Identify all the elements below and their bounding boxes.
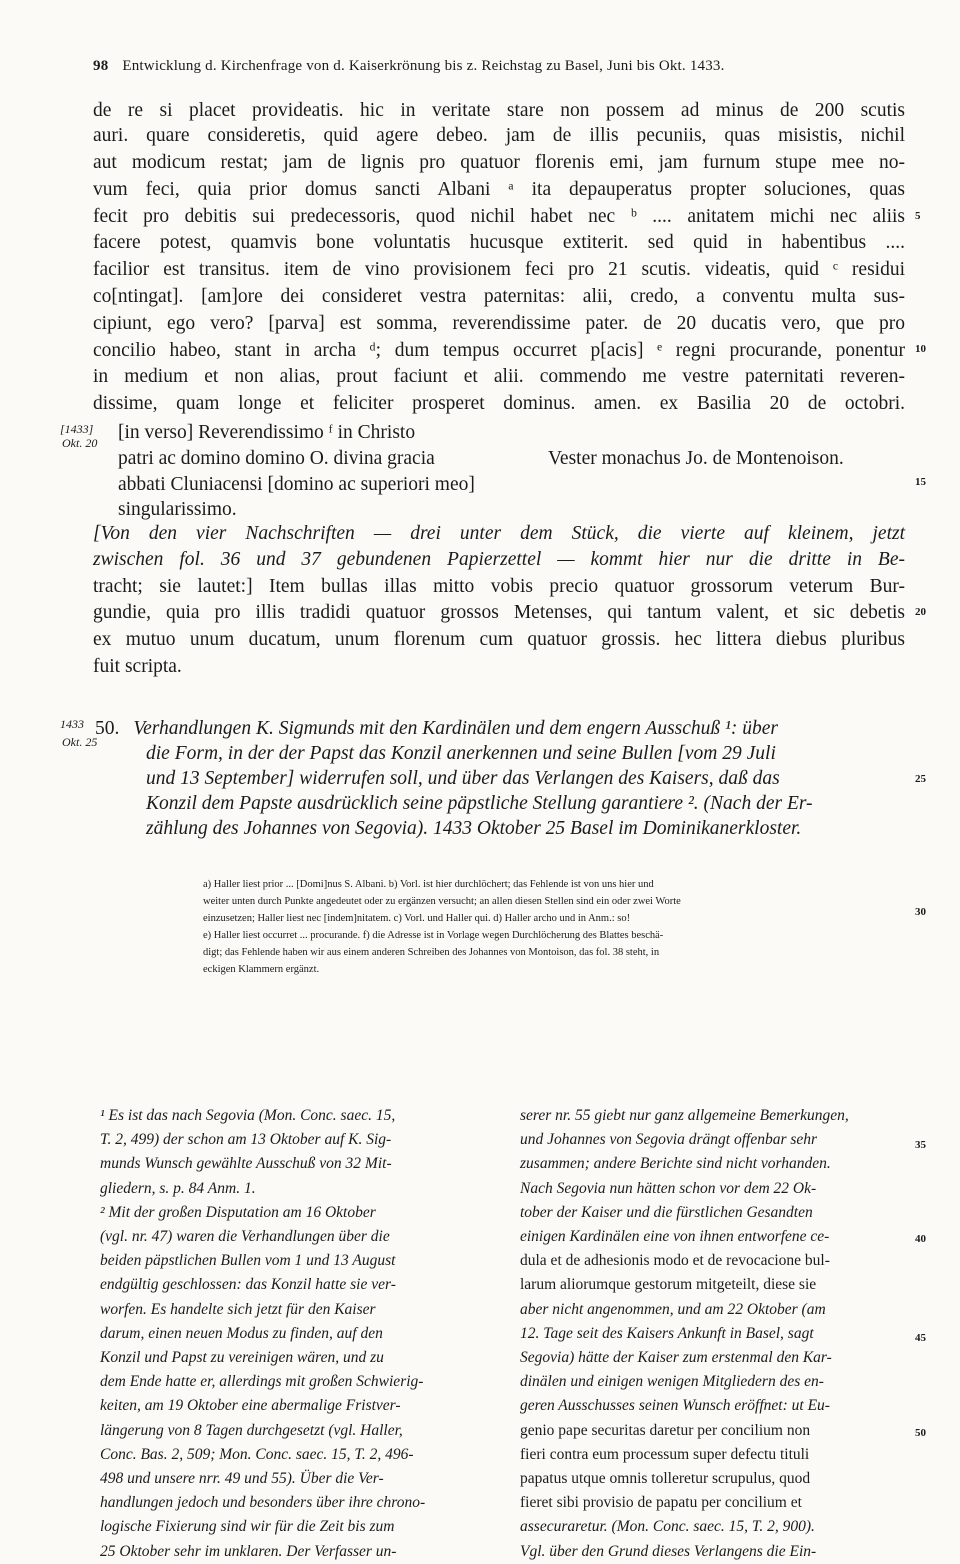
postscript-line: zwischen fol. 36 und 37 gebundenen Papierzettel — kommt hier nur die dritte in Be- [93, 549, 905, 570]
body-line: fecit pro debitis sui predecessoris, quod nichil habet nec ᵇ .... anitatem michi nec aliis [93, 206, 905, 227]
footnote-line: längerung von 8 Tagen durchgesetzt (vgl. Haller, [100, 1421, 403, 1439]
body-line: concilio habeo, stant in archa ᵈ; dum tempus occurret p[acis] ᵉ regni procurande, ponentur [93, 340, 905, 361]
line-number: 20 [915, 606, 926, 618]
running-title: Entwicklung d. Kirchenfrage von d. Kaiserkrönung bis z. Reichstag zu Basel, Juni bis Okt. 1433. [122, 58, 725, 74]
footnote-line: munds Wunsch gewählte Ausschuß von 32 Mit- [100, 1155, 392, 1173]
line-number: 15 [915, 476, 926, 488]
footnote-line: larum aliorumque gestorum mitgeteilt, diese sie [520, 1276, 817, 1294]
margin-date-day: Okt. 25 [62, 735, 98, 749]
footnote-line: zusammen; andere Berichte sind nicht vorhanden. [520, 1155, 831, 1173]
apparatus-line: einzusetzen; Haller liest nec [indem]nitatem. c) Vorl. und Haller qui. d) Haller archo und in Anm.: so! [203, 913, 631, 924]
apparatus-line: a) Haller liest prior ... [Domi]nus S. Albani. b) Vorl. ist hier durchlöchert; das Fehlende ist von uns hier und [203, 879, 654, 890]
margin-date-day: Okt. 20 [62, 436, 98, 450]
margin-date-year: 1433 [60, 717, 84, 731]
section-title-line: die Form, in der der Papst das Konzil anerkennen und seine Bullen [vom 29 Juli [146, 743, 776, 764]
footnote-line: Vgl. über den Grund dieses Verlangens die Ein- [520, 1542, 817, 1560]
footnote-line: einigen Kardinälen eine von ihnen entworfene ce- [520, 1228, 830, 1246]
footnotes-right-column [520, 1104, 915, 1564]
line-number: 50 [915, 1427, 926, 1439]
section-title-line: Konzil dem Papste ausdrücklich seine päpstliche Stellung garantiere ². (Nach der Er- [146, 793, 813, 814]
body-line: cipiunt, ego vero? [parva] est somma, reverendissime pater. de 20 ducatis vero, que pro [93, 313, 905, 334]
footnote-line: assecuraretur. (Mon. Conc. saec. 15, T. 2, 900). [520, 1518, 815, 1536]
postscript-line: tracht; sie lautet:] Item bullas illas mitto vobis precio quatuor grossorum veterum Bur- [93, 576, 905, 597]
footnote-line: ¹ Es ist das nach Segovia (Mon. Conc. saec. 15, [100, 1107, 396, 1124]
postscript-line: ex mutuo unum ducatum, unum florenum cum quatuor grossis. hec littera diebus pluribus [93, 629, 905, 650]
apparatus-line: e) Haller liest occurret ... procurande. f) die Adresse ist in Vorlage wegen Durchlöcherung des Blattes beschä- [203, 930, 664, 941]
body-line: vum feci, quia prior domus sancti Albani ᵃ ita depauperatus propter soluciones, quas [93, 179, 905, 200]
body-line: in medium et non alias, prout faciunt et alii. commendo me vestre paternitati reveren- [93, 366, 905, 387]
postscript-line: [Von den vier Nachschriften — drei unter dem Stück, die vierte auf kleinem, jetzt [93, 523, 905, 544]
footnote-line: aber nicht angenommen, und am 22 Oktober (am [520, 1300, 826, 1318]
section-title-line: und 13 September] widerrufen soll, und über das Verlangen des Kaisers, daß das [146, 768, 780, 789]
footnote-line: 498 und unsere nrr. 49 und 55). Über die Ver- [100, 1470, 384, 1488]
section-title-line: 50. Verhandlungen K. Sigmunds mit den Kardinälen und dem engern Ausschuß ¹: über [95, 718, 778, 739]
apparatus-line: eckigen Klammern ergänzt. [203, 964, 320, 975]
footnote-line: genio pape securitas daretur per concilium non [520, 1421, 811, 1439]
critical-apparatus [203, 876, 903, 978]
line-number: 35 [915, 1139, 926, 1151]
postscript-line: fuit scripta. [93, 656, 182, 677]
footnote-line: endgültig geschlossen: das Konzil hatte sie ver- [100, 1276, 396, 1294]
footnote-line: 12. Tage seit des Kaisers Ankunft in Basel, sagt [520, 1324, 814, 1342]
body-line: aut modicum restat; jam de lignis pro quatuor florenis emi, jam furnum stupe mee no- [93, 152, 905, 173]
address-line: abbati Cluniacensi [domino ac superiori meo] [118, 474, 475, 495]
footnote-line: papatus utque omnis tolleretur scrupulus, quod [520, 1470, 811, 1488]
signature: Vester monachus Jo. de Montenoison. [548, 448, 844, 469]
footnote-line: Segovia) hätte der Kaiser zum erstenmal den Kar- [520, 1349, 832, 1367]
body-line: dissime, quam longe et feliciter prosperet dominus. amen. ex Basilia 20 de octobri. [93, 393, 905, 414]
footnote-line: darum, einen neuen Modus zu finden, auf den [100, 1324, 383, 1342]
apparatus-line: digt; das Fehlende haben wir aus einem anderen Schreiben des Johannes von Montoison, das fol. 38 steht, in [203, 947, 660, 958]
footnote-line: Nach Segovia nun hätten schon vor dem 22 Ok- [520, 1179, 817, 1197]
footnote-line: Conc. Bas. 2, 509; Mon. Conc. saec. 15, T. 2, 496- [100, 1445, 414, 1463]
line-number: 30 [915, 906, 926, 918]
body-line: co[ntingat]. [am]ore dei consideret vestra paternitas: alii, credo, a conventu multa sus- [93, 286, 905, 307]
address-line: [in verso] Reverendissimo ᶠ in Christo [118, 422, 416, 443]
footnote-line: beiden päpstlichen Bullen vom 1 und 13 August [100, 1252, 396, 1270]
line-number: 40 [915, 1233, 926, 1245]
footnote-line: worfen. Es handelte sich jetzt für den Kaiser [100, 1300, 376, 1318]
line-number: 45 [915, 1332, 926, 1344]
page-number: 98 [93, 58, 109, 74]
line-number: 5 [915, 210, 921, 222]
body-line: facilior est transitus. item de vino provisionem feci pro 21 scutis. videatis, quid ᶜ residui [93, 259, 905, 280]
postscript-line: gundie, quia pro illis tradidi quatuor grossos Metenses, qui tantum valent, et sic debetis [93, 602, 905, 623]
footnote-line: T. 2, 499) der schon am 13 Oktober auf K. Sig- [100, 1131, 392, 1149]
line-number: 10 [915, 343, 926, 355]
body-line: de re si placet provideatis. hic in veritate stare non possem ad minus de 200 scutis [93, 100, 905, 121]
footnote-line: 25 Oktober sehr im unklaren. Der Verfasser un- [100, 1542, 397, 1560]
footnote-line: dem Ende hatte er, allerdings mit großen Schwierig- [100, 1373, 424, 1391]
footnote-line: tober der Kaiser und die fürstlichen Gesandten [520, 1203, 813, 1221]
line-number: 25 [915, 773, 926, 785]
footnote-line: geren Ausschusses seinen Wunsch eröffnet: ut Eu- [520, 1397, 830, 1415]
footnote-line: fieret sibi provisio de papatu per concilium et [520, 1494, 802, 1512]
body-line: facere potest, quamvis bone voluntatis hucusque extiterit. sed quid in habentibus .... [93, 232, 905, 253]
margin-date-year: [1433] [60, 422, 94, 436]
address-line: patri ac domino domino O. divina gracia [118, 448, 435, 469]
footnote-line: dula et de adhesionis modo et de revocacione bul- [520, 1252, 830, 1270]
apparatus-line: weiter unten durch Punkte angedeutet oder zu ergänzen versucht; an allen diesen Stellen sind ein oder zwei Worte [203, 896, 681, 907]
running-header [93, 58, 725, 75]
section-heading [93, 716, 905, 841]
footnote-line: gliedern, s. p. 84 Anm. 1. [100, 1179, 256, 1197]
footnote-line: (vgl. nr. 47) waren die Verhandlungen über die [100, 1228, 390, 1246]
footnote-line: logische Fixierung sind wir für die Zeit bis zum [100, 1518, 395, 1536]
section-title-line: zählung des Johannes von Segovia). 1433 Oktober 25 Basel im Dominikanerkloster. [146, 818, 802, 839]
footnote-line: fieri contra eum processum super defectu tituli [520, 1445, 810, 1463]
footnotes-left-column [100, 1104, 495, 1564]
footnote-line: handlungen jedoch und besonders über ihre chrono- [100, 1494, 426, 1512]
footnote-line: Konzil und Papst zu vereinigen wären, und zu [100, 1349, 384, 1367]
footnote-line: und Johannes von Segovia drängt offenbar sehr [520, 1131, 818, 1149]
footnote-line: ² Mit der großen Disputation am 16 Oktober [100, 1203, 376, 1221]
section-number: 50. [95, 718, 120, 739]
address-line: singularissimo. [118, 499, 237, 520]
footnote-line: keiten, am 19 Oktober eine abermalige Fristver- [100, 1397, 401, 1415]
footnote-line: dinälen und einigen wenigen Mitgliedern des en- [520, 1373, 824, 1391]
body-line: auri. quare consideretis, quid agere debeo. jam de illis pecuniis, quas misistis, nichil [93, 125, 905, 146]
footnote-line: serer nr. 55 giebt nur ganz allgemeine Bemerkungen, [520, 1107, 849, 1124]
